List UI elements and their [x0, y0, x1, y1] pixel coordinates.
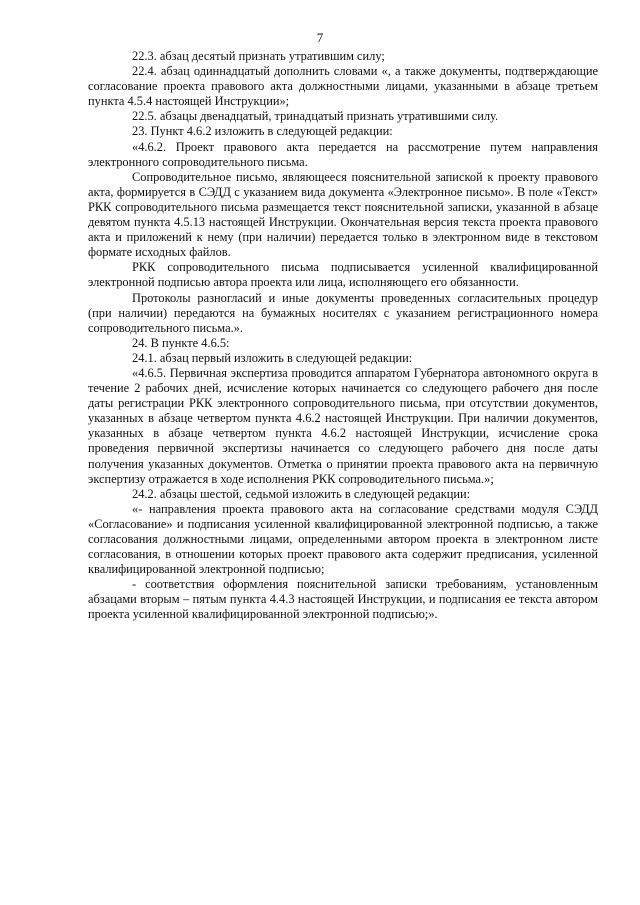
paragraph-24-2: 24.2. абзацы шестой, седьмой изложить в следующей редакции:: [132, 486, 471, 501]
paragraph-4-6-5: «4.6.5. Первичная экспертиза проводится аппаратом Губернатора автономного округа в течение 2 рабочих дней, исчисление которых начинается со следующего рабочего дня после даты регистрации РКК электронного сопроводительного письма, при отсутствии документов, указанных в абзаце четвертом пункта 4.6.2 настоящей Инструкции. При наличии документов, указанных в абзаце четвертом пункта 4.6.2 настоящей Инструкции, исчисление срока проведения первичной экспертизы начинается со следующего рабочего дня после даты получения указанных документов. Отметка о принятии проекта правового акта на первичную экспертизу отражается в ходе исполнения РКК сопроводительного письма.»;: [88, 365, 598, 486]
paragraph-protocols: Протоколы разногласий и иные документы проведенных согласительных процедур (при наличии) передаются на бумажных носителях с указанием регистрационного номера сопроводительного письма.».: [88, 290, 598, 335]
paragraph-23: 23. Пункт 4.6.2 изложить в следующей редакции:: [132, 124, 393, 139]
paragraph-approval-item: «- направления проекта правового акта на согласование средствами модуля СЭДД «Согласование» и подписания усиленной квалифицированной электронной подписью, а также согласования должностными лицами, определенными автором проекта в электронном листе согласования, в отношении которых проект правового акта содержит предписания, усиленной квалифицированной электронной подписью;: [88, 501, 598, 577]
paragraph-24: 24. В пункте 4.6.5:: [132, 335, 230, 350]
paragraph-24-1: 24.1. абзац первый изложить в следующей редакции:: [132, 350, 413, 365]
paragraph-22-5: 22.5. абзацы двенадцатый, тринадцатый признать утратившими силу.: [132, 109, 499, 124]
paragraph-4-6-2: «4.6.2. Проект правового акта передается на рассмотрение путем направления электронного сопроводительного письма.: [88, 139, 598, 169]
paragraph-22-4: 22.4. абзац одиннадцатый дополнить словами «, а также документы, подтверждающие согласование проекта правового акта должностными лицами, указанными в абзаце третьем пункта 4.5.4 настоящей Инструкции»;: [88, 64, 598, 109]
paragraph-rkk-signature: РКК сопроводительного письма подписывается усиленной квалифицированной электронной подписью автора проекта или лица, исполняющего его обязанности.: [88, 260, 598, 290]
paragraph-22-3: 22.3. абзац десятый признать утратившим силу;: [132, 49, 385, 63]
document-body: [88, 49, 598, 623]
page-number: 7: [316, 30, 324, 45]
paragraph-compliance-item: - соответствия оформления пояснительной записки требованиям, установленным абзацами вторым – пятым пункта 4.4.3 настоящей Инструкции, и подписания ее текста автором проекта усиленной квалифицированной электронной подписью;».: [88, 577, 598, 622]
paragraph-cover-letter: Сопроводительное письмо, являющееся пояснительной запиской к проекту правового акта, формируется в СЭДД с указанием вида документа «Электронное письмо». В поле «Текст» РКК сопроводительного письма размещается текст пояснительной записки, указанной в абзаце девятом пункта 4.5.13 настоящей Инструкции. Окончательная версия текста проекта правового акта и приложений к нему (при наличии) передается только в электронном виде в текстовом формате исходных файлов.: [88, 169, 598, 260]
